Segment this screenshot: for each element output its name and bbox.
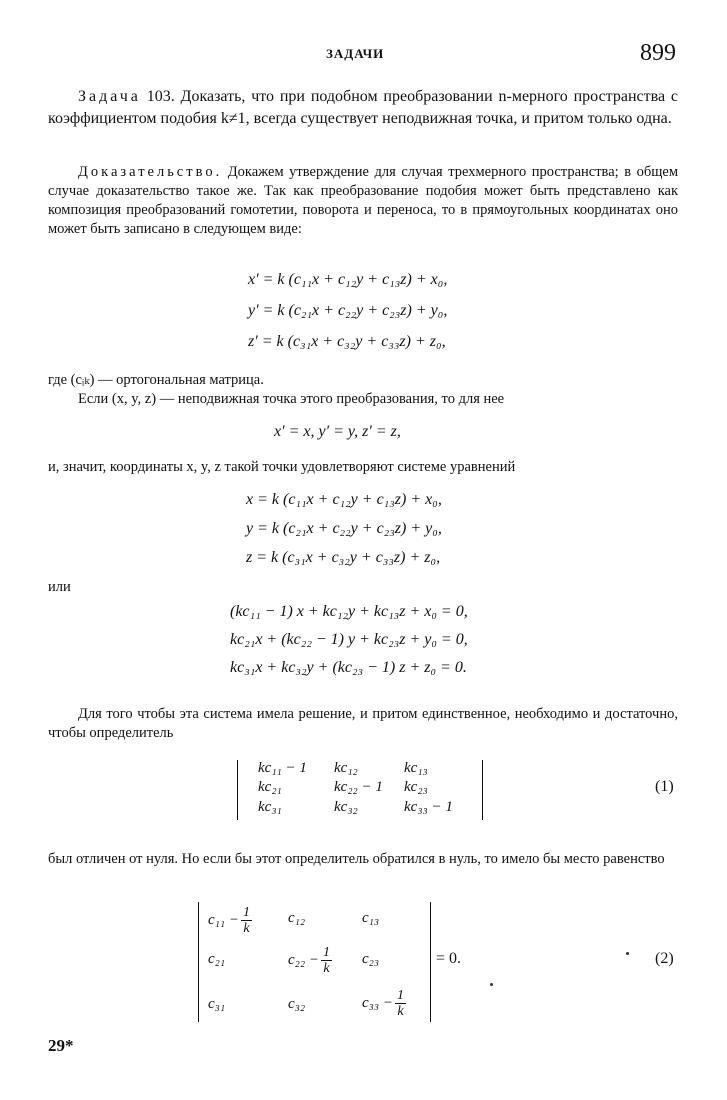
proof-text: Докажем утверждение для случая трехмерного пространства; в общем случае доказательство такое же. Так как преобразование подобия может быть представлено как композиция преобразований гомотетии, поворота и переноса, то в прямоугольных координатах оно может быть записано в следующем виде: [48,164,679,237]
system-text: и, значит, координаты x, y, z такой точки удовлетворяют системе уравнений [48,459,516,475]
system-equation-y: y = k (c₂₁x + c₂₂y + c₂₃z) + y₀, [246,520,442,537]
equation-number-2: (2) [655,950,674,967]
det1-cell: kc₁₃ [404,760,428,776]
det2-cell: c₃₁ [208,996,226,1012]
equation-y-prime: y′ = k (c₂₁x + c₂₂y + c₂₃z) + y₀, [248,302,448,319]
det1-cell: kc₃₁ [258,799,282,815]
det1-cell: kc₂₂ − 1 [334,779,383,795]
signature-mark: 29* [48,1036,74,1055]
determinant-1-right-bar [482,760,483,820]
det2-cell: c₂₂ − $\frac{1}{k}$ [288,945,330,976]
print-speck [626,952,629,955]
equation-z-prime: z′ = k (c₃₁x + c₃₂y + c₃₃z) + z₀, [248,333,446,350]
det2-cell: c₂₃ [362,951,380,967]
proof-paragraph [48,163,678,239]
det1-cell: kc₁₂ [334,760,358,776]
det2-cell: c₃₂ [288,996,306,1012]
det2-cell: c₁₁ − $\frac{1}{k}$ [208,905,250,936]
det2-cell: c₃₃ − $\frac{1}{k}$ [362,988,404,1019]
proof-label: Доказательство. [78,164,223,180]
equation-number-1: (1) [655,778,674,795]
det1-cell: kc₁₁ − 1 [258,760,307,776]
linear-equation-2: kc₂₁x + (kc₂₂ − 1) y + kc₂₃z + y₀ = 0, [230,631,468,648]
det1-cell: kc₂₁ [258,779,282,795]
determinant-2-right-bar [430,902,431,1022]
condition-text: Для того чтобы эта система имела решение, и притом единственное, необходимо и достаточно, чтобы определитель [48,706,678,741]
fixed-point-equation: x′ = x, y′ = y, z′ = z, [274,423,401,440]
det1-cell: kc₃₃ − 1 [404,799,453,815]
det2-cell: c₁₂ [288,910,306,926]
det1-cell: kc₂₃ [404,779,428,795]
linear-equation-1: (kc₁₁ − 1) x + kc₁₂y + kc₁₃z + x₀ = 0, [230,603,468,620]
determinant-2-equals: = 0. [436,950,462,967]
running-header: ЗАДАЧИ [326,46,385,61]
system-equation-x: x = k (c₁₁x + c₁₂y + c₁₃z) + x₀, [246,491,442,508]
system-equation-z: z = k (c₃₁x + c₃₂y + c₃₃z) + z₀, [246,549,441,566]
nonzero-text: был отличен от нуля. Но если бы этот определитель обратился в нуль, то имело бы место равенство [48,851,665,867]
equation-x-prime: x′ = k (c₁₁x + c₁₂y + c₁₃z) + x₀, [248,271,448,288]
linear-equation-3: kc₃₁x + kc₃₂y + (kc₂₃ − 1) z + z₀ = 0. [230,659,467,676]
where-text: где (cᵢₖ) — ортогональная матрица. [48,372,264,388]
fixed-point-text: Если (x, y, z) — неподвижная точка этого преобразования, то для нее [78,391,505,407]
determinant-2-left-bar [198,902,199,1022]
determinant-1-left-bar [237,760,238,820]
det1-cell: kc₃₂ [334,799,358,815]
print-speck [490,983,493,986]
problem-statement [48,86,678,130]
problem-text: 103. Доказать, что при подобном преобразовании n-мерного пространства с коэффициентом подобия k≠1, всегда существует неподвижная точка, и притом только одна. [48,88,678,127]
or-text: или [48,579,71,595]
det2-cell: c₂₁ [208,951,226,967]
det2-cell: c₁₃ [362,910,380,926]
page-number: 899 [640,40,676,66]
problem-label: Задача [78,88,141,105]
